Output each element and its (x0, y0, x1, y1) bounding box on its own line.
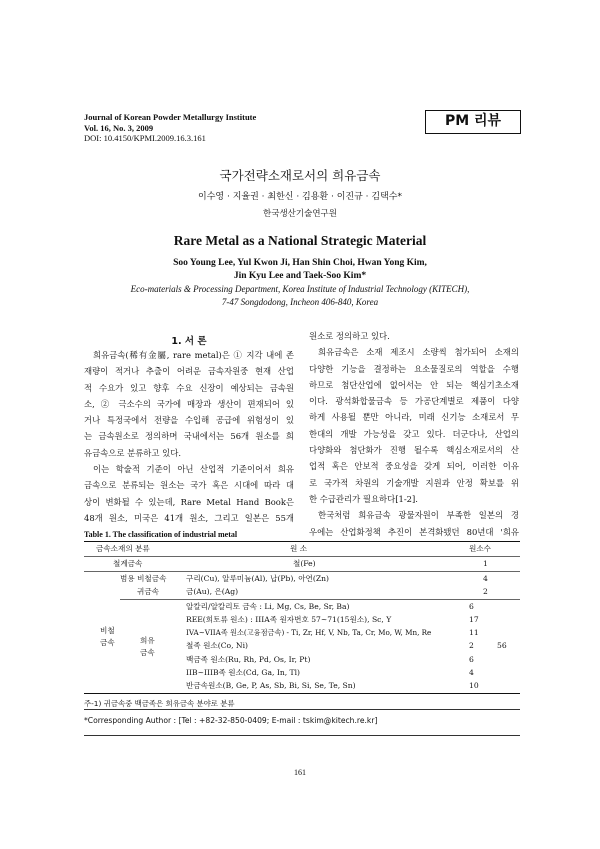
body-line: 유금속으로 분류하고 있다. (84, 447, 181, 458)
authors-korean: 이수영 · 지율권 · 최한신 · 김용환 · 이진규 · 김택수* (198, 192, 402, 202)
review-badge: PM 리뷰 (425, 110, 521, 134)
body-line: 는 금속원소로 정의하며 국내에서는 56개 원소를 희 (84, 431, 294, 442)
body-line: 하게 사용될 뿐만 아니라, 미래 신기능 소재로서 무 (309, 412, 519, 423)
table-header-count: 원소수 (469, 544, 492, 553)
table-rare-elements: 철족 원소(Co, Ni) (186, 641, 248, 650)
body-line: 희유금속은 소재 제조시 소량씩 첨가되어 소재의 (318, 347, 519, 358)
table-rare-count: 2 (469, 641, 474, 650)
journal-name: Journal of Korean Powder Metallurgy Institute (84, 112, 257, 122)
affiliation-english-line: Eco-materials & Processing Department, Korea Institute of Industrial Technology (KITECH), (130, 284, 470, 294)
body-line: 금속으로 분류되는 원소는 국가 혹은 시대에 따라 대 (84, 480, 294, 491)
section-heading: 1. 서 론 (171, 336, 207, 347)
table-rare-count: 10 (469, 681, 479, 690)
body-line: 다양화와 첨단화가 진행 될수록 핵심소재로서의 산 (309, 445, 519, 456)
body-line: 희유금속(稀有金屬, rare metal)은 ① 지각 내에 존 (93, 350, 294, 360)
table-top-rule (84, 541, 520, 542)
body-line: 이다. 광석화합물금속 등 가공단계별로 제품이 다양 (309, 396, 519, 407)
table-cell-category: 범용 비철금속 (120, 574, 167, 583)
body-line: 상이 변화될 수 있는데, Rare Metal Hand Book은 (84, 496, 294, 507)
table-header-category: 금속소재의 분류 (96, 544, 150, 553)
table-rare-count: 11 (469, 628, 479, 637)
table-header-rule (84, 556, 520, 557)
body-left-column (84, 347, 294, 526)
table-rare-elements: IIB~IIIB족 원소(Cd, Ga, In, Tl) (186, 668, 300, 677)
table-rare-count: 6 (469, 602, 474, 611)
body-line: 다양한 기능을 결정하는 요소물질로의 역할을 수행 (309, 363, 519, 374)
page-number: 161 (294, 768, 306, 777)
table-rare-count: 17 (469, 615, 479, 624)
table-rare-elements: 알칼리/알칼리토 금속 : Li, Mg, Cs, Be, Sr, Ba) (186, 602, 350, 611)
body-line: 업적 혹은 안보적 중요성을 갖게 되어, 이러한 이유 (309, 461, 519, 472)
body-line: 로 국가적 차원의 기술개발 지원과 안정 확보를 위 (309, 477, 519, 488)
body-line: 소, ② 극소수의 국가에 매장과 생산이 편재되어 있 (84, 398, 294, 409)
body-line: 이는 학술적 기준이 아닌 산업적 기준이어서 희유 (93, 464, 294, 475)
affiliation-english (0, 283, 600, 309)
title-korean: 국가전략소재로서의 희유금속 (219, 168, 381, 183)
body-line: 하므로 첨단산업에 없어서는 안 되는 핵심기초소재 (309, 379, 519, 390)
body-line: 우에는 산업화정책 추진이 본격화됐던 80년대 '희유 (309, 526, 519, 537)
table-rare-elements: 반금속원소(B, Ge, P, As, Sb, Bi, Si, Se, Te, Sn) (186, 681, 356, 690)
corresponding-author: *Corresponding Author : [Tel : +82-32-850-0409; E-mail : tskim@kitech.re.kr] (84, 716, 378, 725)
table-cell-elements: 금(Au), 은(Ag) (186, 587, 239, 596)
table-rare-elements: 백금족 원소(Ru, Rh, Pd, Os, Ir, Pt) (186, 655, 311, 664)
table-cell-category: 귀금속 (137, 587, 160, 596)
table-row-rule (84, 571, 520, 572)
table-group-rare-metal: 희유 금속 (140, 636, 155, 657)
journal-volume: Vol. 16, No. 3, 2009 (84, 122, 154, 133)
table-bottom-rule (84, 693, 520, 694)
table-rare-elements: IVA~VIIA족 원소(고융점금속) - Ti, Zr, Hf, V, Nb, Ta, Cr, Mo, W, Mn, Re (186, 628, 432, 637)
body-line: 한국처럼 희유금속 광물자원이 부족한 일본의 경 (318, 510, 519, 521)
table-cell-elements: 구리(Cu), 알루미늄(Al), 납(Pb), 아연(Zn) (186, 574, 329, 583)
body-right-column (309, 328, 519, 540)
table-cell-category: 철계금속 (113, 559, 143, 568)
footnote-rule (84, 735, 520, 736)
table-rare-count: 4 (469, 668, 474, 677)
authors-english-line: Soo Young Lee, Yul Kwon Ji, Han Shin Choi, Hwan Yong Kim, (173, 258, 427, 268)
body-line: 48개 원소, 미국은 41개 원소, 그리고 일본은 55개 (84, 512, 294, 523)
table-rare-elements: REE(희토류 원소) : IIIA족 원자번호 57~71(15원소), Sc, Y (186, 615, 392, 624)
title-english: Rare Metal as a National Strategic Material (173, 233, 427, 248)
body-line: 한대의 개발 가능성을 갖고 있다. 더군다나, 산업의 (309, 428, 519, 439)
body-line: 거나 특정국에서 전량을 수입해 공급에 위험성이 있 (84, 415, 294, 426)
table-note: 주-1) 귀금속중 백금족은 희유금속 분야로 분류 (84, 699, 235, 708)
table-caption: Table 1. The classification of industrial metal (84, 530, 238, 539)
body-line: 한 수급관리가 필요하다[1-2]. (309, 493, 418, 504)
affiliation-english-line: 7-47 Songdodong, Incheon 406-840, Korea (221, 297, 379, 307)
table-cell-count: 4 (483, 574, 488, 583)
table-rare-count: 6 (469, 655, 474, 664)
body-line: 원소로 정의하고 있다. (309, 331, 390, 341)
authors-english (0, 257, 600, 283)
body-line: 재량이 적거나 추출이 어려운 금속자원중 현재 산업 (84, 366, 294, 377)
table-cell-count: 1 (483, 559, 488, 568)
table-group-nonferrous: 비철 금속 (100, 626, 115, 647)
journal-header (84, 112, 256, 144)
table-cell-count: 2 (483, 587, 488, 596)
table-rare-total: 56 (497, 641, 507, 650)
body-line: 적 수요가 있고 향후 수요 신장이 예상되는 금속원 (84, 382, 294, 393)
doi: DOI: 10.4150/KPMI.2009.16.3.161 (84, 133, 206, 143)
table-header-elements: 원 소 (290, 544, 308, 553)
footnote-rule (84, 709, 520, 710)
table-cell-elements: 철(Fe) (293, 559, 316, 568)
table-row-rule (120, 599, 520, 600)
authors-english-line: Jin Kyu Lee and Taek-Soo Kim* (233, 271, 367, 281)
affiliation-korean: 한국생산기술연구원 (263, 209, 337, 219)
